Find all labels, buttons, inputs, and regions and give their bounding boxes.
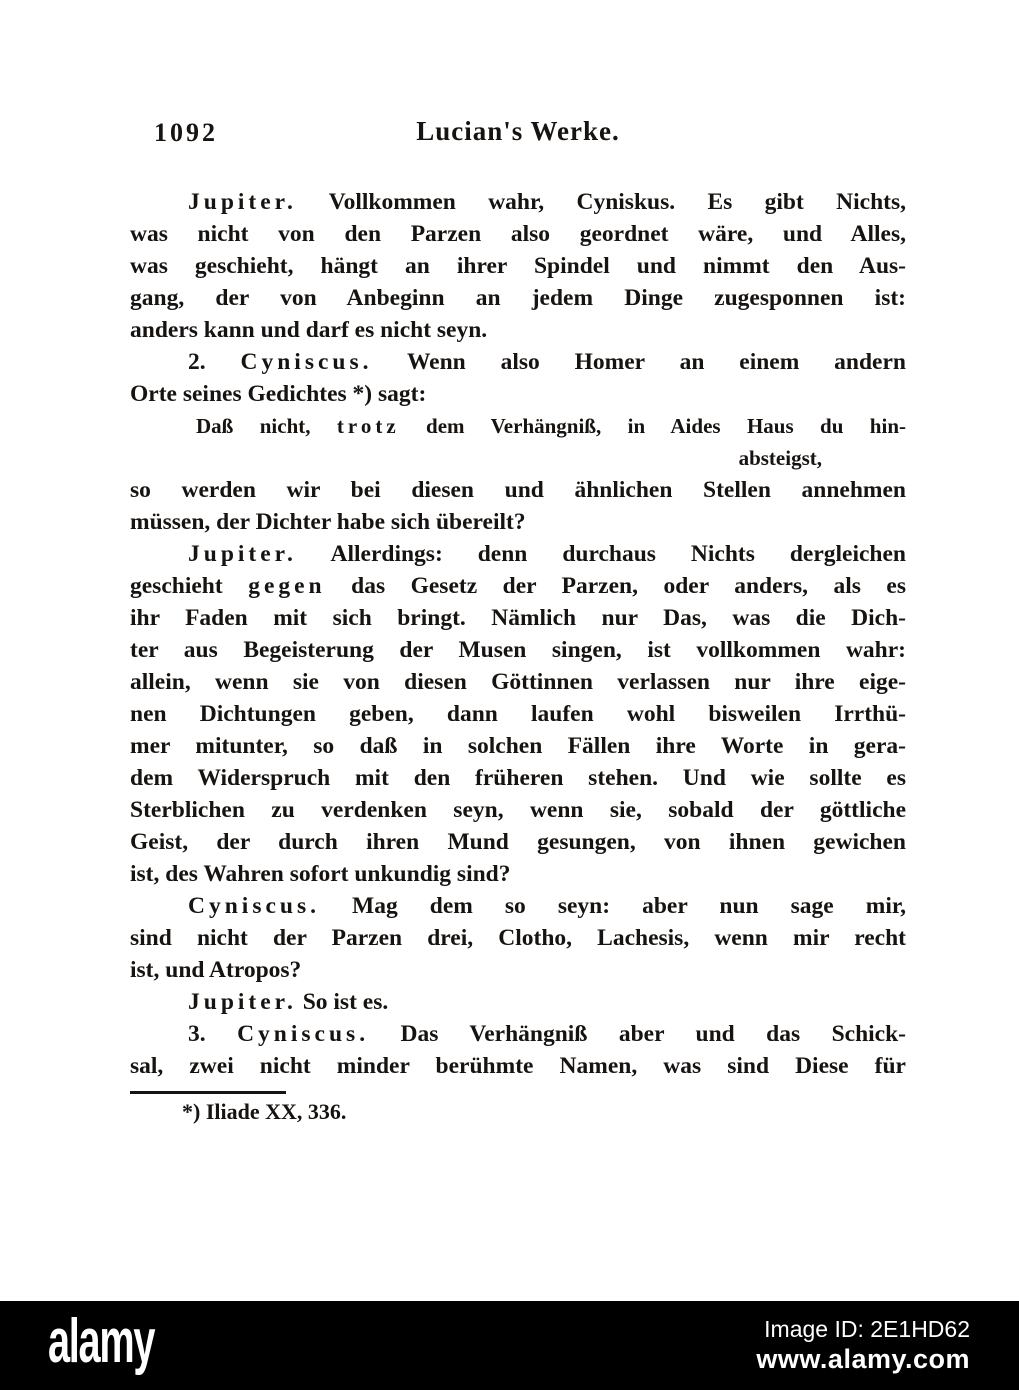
text-segment: Daß nicht, (196, 414, 337, 438)
text-line (130, 378, 906, 410)
emphasized-text-segment: gegen (248, 573, 326, 599)
text-segment: sind nicht der Parzen drei, Clotho, Lachesis, wenn mir recht (130, 925, 906, 951)
text-line (130, 538, 906, 570)
text-line (130, 1050, 906, 1082)
text-line (130, 826, 906, 858)
footnote: *) Iliade XX, 336. (182, 1099, 347, 1124)
alamy-watermark-bar (0, 1301, 1019, 1390)
text-segment: 2. (188, 349, 241, 375)
verse-quote-line (130, 410, 906, 442)
text-line (130, 922, 906, 954)
text-segment: Orte seines Gedichtes *) sagt: (130, 381, 427, 407)
text-line (130, 218, 906, 250)
text-line (130, 1018, 906, 1050)
text-segment: dem Verhängniß, in Aides Haus du hin- (399, 414, 906, 438)
text-segment: ist, und Atropos? (130, 957, 302, 983)
text-line (130, 890, 906, 922)
emphasized-text-segment: trotz (336, 414, 400, 438)
image-credit-block (756, 1315, 970, 1375)
alamy-url: www.alamy.com (756, 1344, 970, 1374)
text-segment: absteigst, (738, 446, 822, 470)
text-line (130, 506, 906, 538)
text-segment: mer mitunter, so daß in solchen Fällen ihre Worte in gera- (130, 733, 906, 759)
emphasized-text-segment: Jupiter. (188, 541, 297, 567)
emphasized-text-segment: Jupiter. (188, 189, 297, 215)
text-segment: Das Verhängniß aber und das Schick- (369, 1021, 907, 1047)
emphasized-text-segment: Jupiter. (188, 989, 297, 1015)
text-segment: geschieht (130, 573, 249, 599)
text-line (130, 282, 906, 314)
text-line (130, 986, 906, 1018)
footnote-rule (130, 1091, 286, 1094)
text-line (130, 730, 906, 762)
text-line (130, 570, 906, 602)
text-line (130, 762, 906, 794)
text-segment: sal, zwei nicht minder berühmte Namen, was sind Diese für (130, 1053, 906, 1079)
text-line (130, 250, 906, 282)
text-segment: was geschieht, hängt an ihrer Spindel und nimmt den Aus- (130, 253, 906, 279)
image-id-label: Image ID: 2E1HD62 (764, 1316, 970, 1342)
emphasized-text-segment: Cyniscus. (237, 1021, 370, 1047)
text-line (130, 794, 906, 826)
book-page-scan (130, 116, 906, 1127)
page-text-block (130, 186, 906, 1082)
text-line (130, 634, 906, 666)
emphasized-text-segment: Cyniscus. (188, 893, 320, 919)
text-segment: Wenn also Homer an einem andern (372, 349, 906, 375)
text-segment: nen Dichtungen geben, dann laufen wohl bisweilen Irrthü- (130, 701, 906, 727)
text-line (130, 346, 906, 378)
text-segment: dem Widerspruch mit den früheren stehen. Und wie sollte es (130, 765, 906, 791)
text-segment: gang, der von Anbeginn an jedem Dinge zugesponnen ist: (130, 285, 906, 311)
text-segment: so werden wir bei diesen und ähnlichen Stellen annehmen (130, 477, 906, 503)
running-title: Lucian's Werke. (416, 116, 620, 146)
text-line (130, 858, 906, 890)
text-line (130, 698, 906, 730)
verse-quote-line (130, 442, 906, 474)
text-line (130, 666, 906, 698)
text-segment: ter aus Begeisterung der Musen singen, ist vollkommen wahr: (130, 637, 906, 663)
emphasized-text-segment: Cyniscus. (240, 349, 373, 375)
text-segment: 3. (188, 1021, 238, 1047)
text-segment: das Gesetz der Parzen, oder anders, als es (325, 573, 906, 599)
text-segment: Vollkommen wahr, Cyniskus. Es gibt Nichts, (296, 189, 906, 215)
text-segment: Geist, der durch ihren Mund gesungen, von ihnen gewichen (130, 829, 906, 855)
text-line (130, 954, 906, 986)
text-line (130, 474, 906, 506)
text-segment: Sterblichen zu verdenken seyn, wenn sie, sobald der göttliche (130, 797, 906, 823)
page-number: 1092 (154, 118, 218, 147)
text-segment: Allerdings: denn durchaus Nichts dergleichen (296, 541, 906, 567)
text-segment: müssen, der Dichter habe sich übereilt? (130, 509, 526, 535)
text-line (130, 186, 906, 218)
text-line (130, 314, 906, 346)
text-segment: allein, wenn sie von diesen Göttinnen verlassen nur ihre eige- (130, 669, 906, 695)
text-line (130, 602, 906, 634)
text-segment: anders kann und darf es nicht seyn. (130, 317, 488, 343)
text-segment: ist, des Wahren sofort unkundig sind? (130, 861, 511, 887)
text-segment: Mag dem so seyn: aber nun sage mir, (320, 893, 906, 919)
text-segment: was nicht von den Parzen also geordnet wäre, und Alles, (130, 221, 906, 247)
text-segment: So ist es. (296, 989, 389, 1015)
page-header (130, 116, 906, 158)
alamy-logo: alamy (48, 1307, 155, 1376)
text-segment: ihr Faden mit sich bringt. Nämlich nur Das, was die Dich- (130, 605, 906, 631)
